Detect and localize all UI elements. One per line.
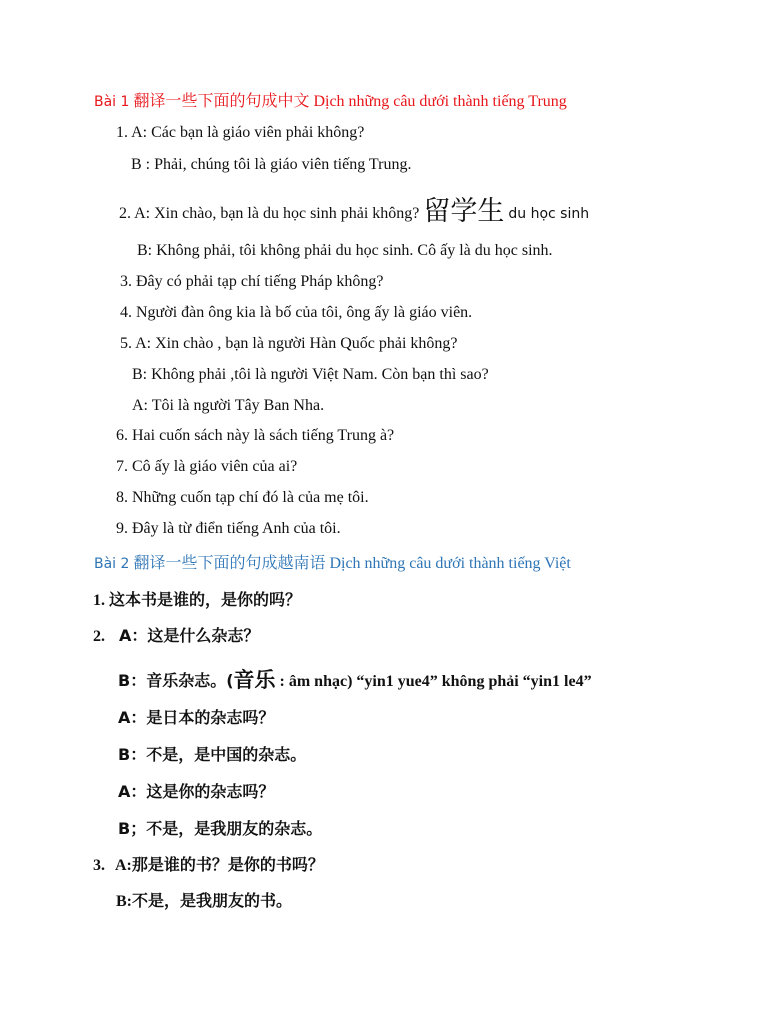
exercise2-line-2a-text: A：这是什么杂志？	[119, 626, 260, 645]
exercise1-line-4: 4. Người đàn ông kia là bố của tôi, ông ấy là giáo viên.	[120, 304, 473, 321]
exercise2-line-3b	[116, 891, 292, 912]
exercise1-line-2b: B: Không phải, tôi không phải du học sinh. Cô ấy là du học sinh.	[137, 242, 553, 259]
exercise1-line-2a-note: du học sinh	[508, 206, 590, 222]
exercise2-line-3b-text: 不是，是我朋友的书。	[132, 891, 293, 910]
exercise1-line-7: 7. Cô ấy là giáo viên của ai?	[116, 458, 298, 475]
exercise1-line-1b: B : Phải, chúng tôi là giáo viên tiếng Trung.	[131, 156, 412, 173]
exercise2-line-3-num: 3.	[93, 857, 105, 874]
exercise1-line-8: 8. Những cuốn tạp chí đó là của mẹ tôi.	[116, 489, 369, 506]
exercise2-line-2-num: 2.	[93, 628, 105, 645]
section1-heading-label: Bài 1	[94, 94, 130, 110]
exercise2-line-3b-pre: B:	[116, 893, 132, 910]
exercise2-line-1	[93, 590, 301, 611]
exercise1-line-2a-cn: 留学生	[423, 196, 505, 227]
section1-heading	[94, 91, 567, 112]
section1-heading-vn: Dịch những câu dưới thành tiếng Trung	[313, 93, 567, 110]
exercise2-line-1-num: 1.	[93, 592, 105, 609]
exercise1-line-5b: B: Không phải ,tôi là người Việt Nam. Còn bạn thì sao?	[132, 366, 489, 383]
section1-heading-cn: 翻译一些下面的句成中文	[133, 91, 310, 110]
exercise1-line-2a-text: 2. A: Xin chào, bạn là du học sinh phải không?	[119, 205, 420, 222]
exercise2-line-2e: A：这是你的杂志吗？	[118, 782, 275, 801]
exercise2-line-2b	[118, 667, 592, 695]
exercise1-line-9: 9. Đây là từ điển tiếng Anh của tôi.	[116, 520, 341, 537]
exercise2-line-2d: B：不是，是中国的杂志。	[118, 745, 307, 764]
exercise1-line-6: 6. Hai cuốn sách này là sách tiếng Trung à?	[116, 427, 395, 444]
exercise2-line-3a	[93, 855, 324, 876]
exercise2-line-3a-text: 那是谁的书？是你的书吗？	[131, 855, 324, 874]
exercise2-line-2c: A：是日本的杂志吗？	[118, 708, 275, 727]
exercise2-line-2a	[93, 626, 259, 647]
exercise2-line-1-text: 这本书是谁的，是你的吗？	[109, 590, 302, 609]
exercise2-line-3a-pre: A:	[115, 857, 132, 874]
exercise2-line-2b-big: 音乐	[233, 668, 276, 692]
exercise1-line-2a	[119, 196, 589, 230]
exercise1-line-1a: 1. A: Các bạn là giáo viên phải không?	[116, 124, 365, 141]
exercise2-line-2b-pre: B：音乐杂志。(	[118, 671, 234, 690]
exercise2-line-2f: B；不是，是我朋友的杂志。	[118, 819, 323, 838]
section2-heading-label: Bài 2	[94, 556, 130, 572]
exercise1-line-5a: 5. A: Xin chào , bạn là người Hàn Quốc phải không?	[120, 335, 458, 352]
exercise2-line-2b-post: : âm nhạc) “yin1 yue4” không phải “yin1 le4”	[275, 673, 592, 690]
exercise1-line-5c: A: Tôi là người Tây Ban Nha.	[132, 397, 325, 414]
section2-heading-vn: Dịch những câu dưới thành tiếng Việt	[329, 555, 571, 572]
exercise1-line-3: 3. Đây có phải tạp chí tiếng Pháp không?	[120, 273, 384, 290]
section2-heading-cn: 翻译一些下面的句成越南语	[133, 553, 326, 572]
section2-heading	[94, 553, 571, 574]
